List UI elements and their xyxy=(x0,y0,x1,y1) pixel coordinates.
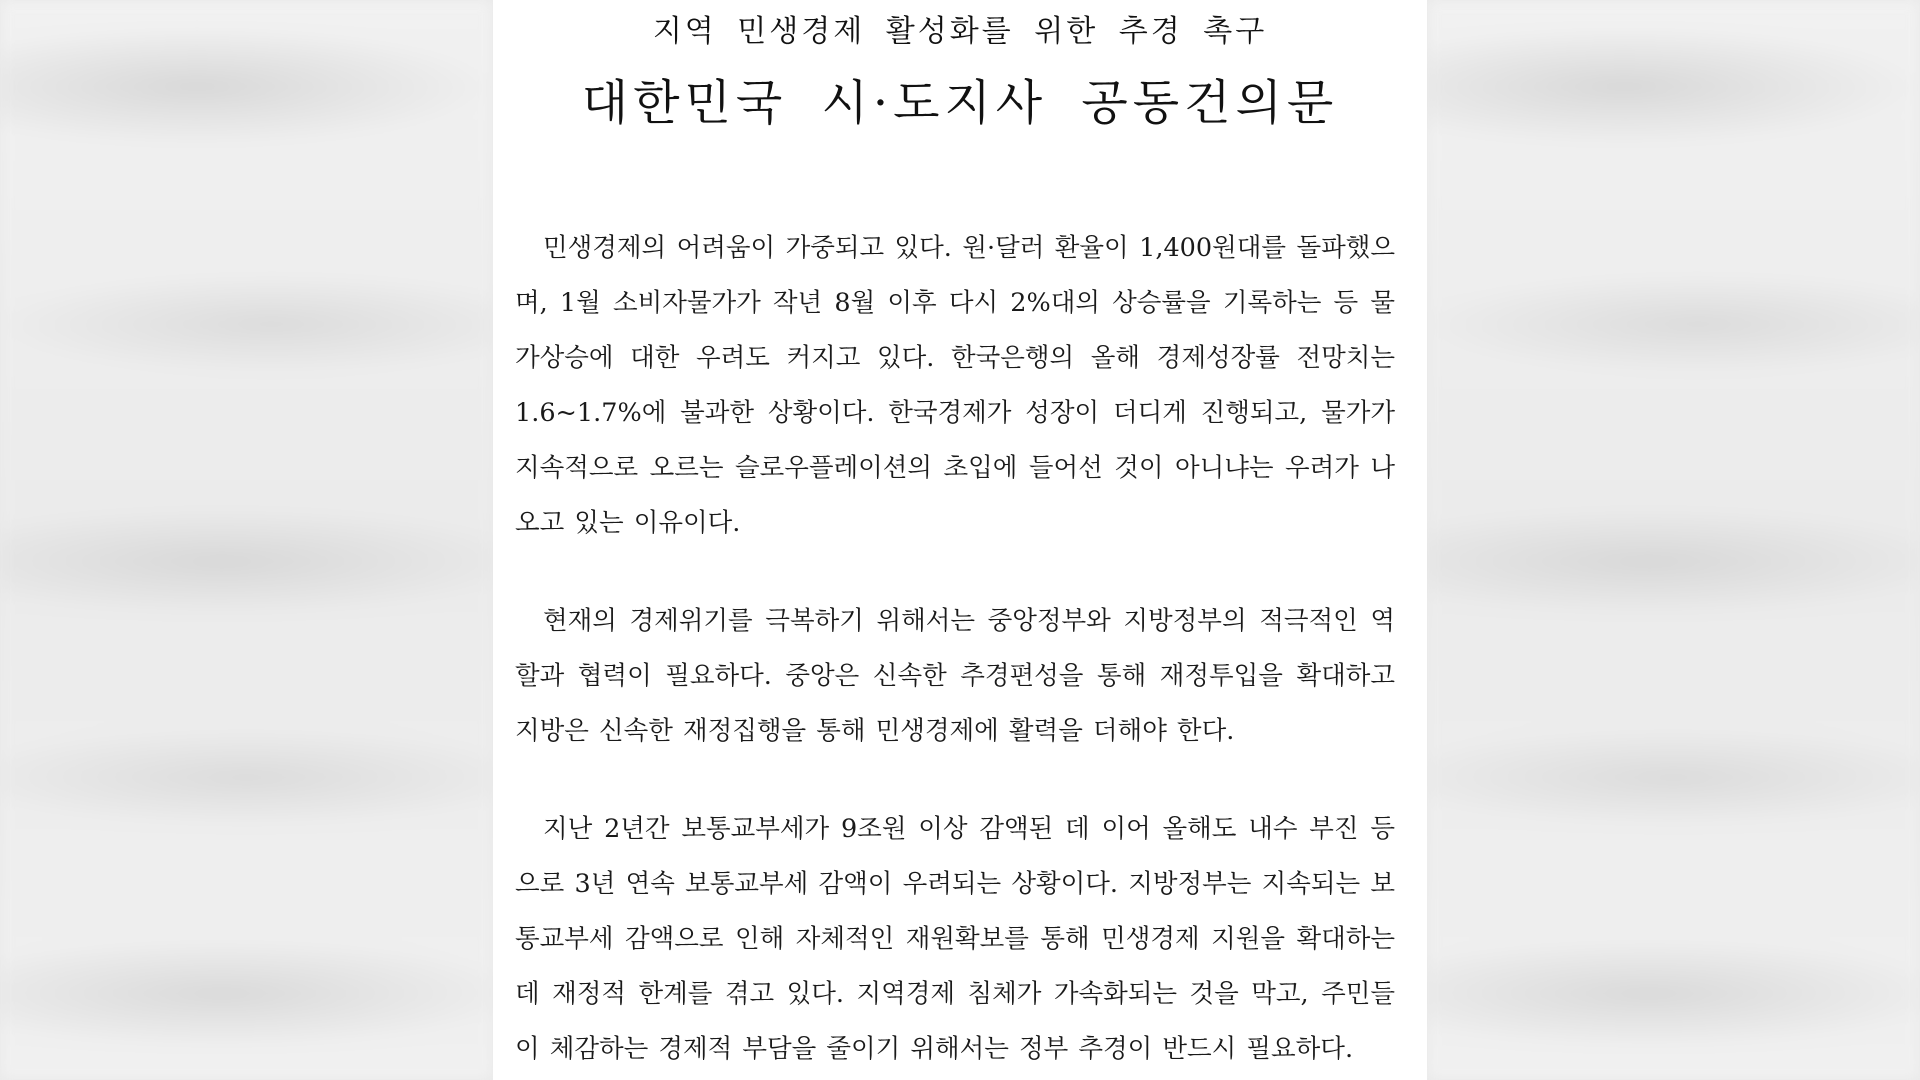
document-title: 대한민국 시·도지사 공동건의문 xyxy=(581,75,1339,131)
document-subtitle: 지역 민생경제 활성화를 위한 추경 촉구 xyxy=(652,14,1268,49)
paragraph-2: 현재의 경제위기를 극복하기 위해서는 중앙정부와 지방정부의 적극적인 역할과 협력이 필요하다. 중앙은 신속한 추경편성을 통해 재정투입을 확대하고 지방은 신속한 재정집행을 통해 민생경제에 활력을 더해야 한다. xyxy=(515,606,1395,746)
paragraph-1: 민생경제의 어려움이 가중되고 있다. 원·달러 환율이 1,400원대를 돌파했으며, 1월 소비자물가가 작년 8월 이후 다시 2%대의 상승률을 기록하는 등 물가상승에 대한 우려도 커지고 있다. 한국은행의 올해 경제성장률 전망치는 1.6~1.7%에 불과한 상황이다. 한국경제가 성장이 더디게 진행되고, 물가가 지속적으로 오르는 슬로우플레이션의 초입에 들어선 것이 아니냐는 우려가 나오고 있는 이유이다. xyxy=(515,233,1395,538)
blurred-background-right xyxy=(1427,0,1920,1080)
document-page xyxy=(493,0,1427,1080)
paragraph-3: 지난 2년간 보통교부세가 9조원 이상 감액된 데 이어 올해도 내수 부진 등으로 3년 연속 보통교부세 감액이 우려되는 상황이다. 지방정부는 지속되는 보통교부세 감액으로 인해 자체적인 재원확보를 통해 민생경제 지원을 확대하는 데 재정적 한계를 겪고 있다. 지역경제 침체가 가속화되는 것을 막고, 주민들이 체감하는 경제적 부담을 줄이기 위해서는 정부 추경이 반드시 필요하다. xyxy=(515,814,1395,1064)
document-body xyxy=(515,221,1395,1077)
blurred-background-left xyxy=(0,0,493,1080)
